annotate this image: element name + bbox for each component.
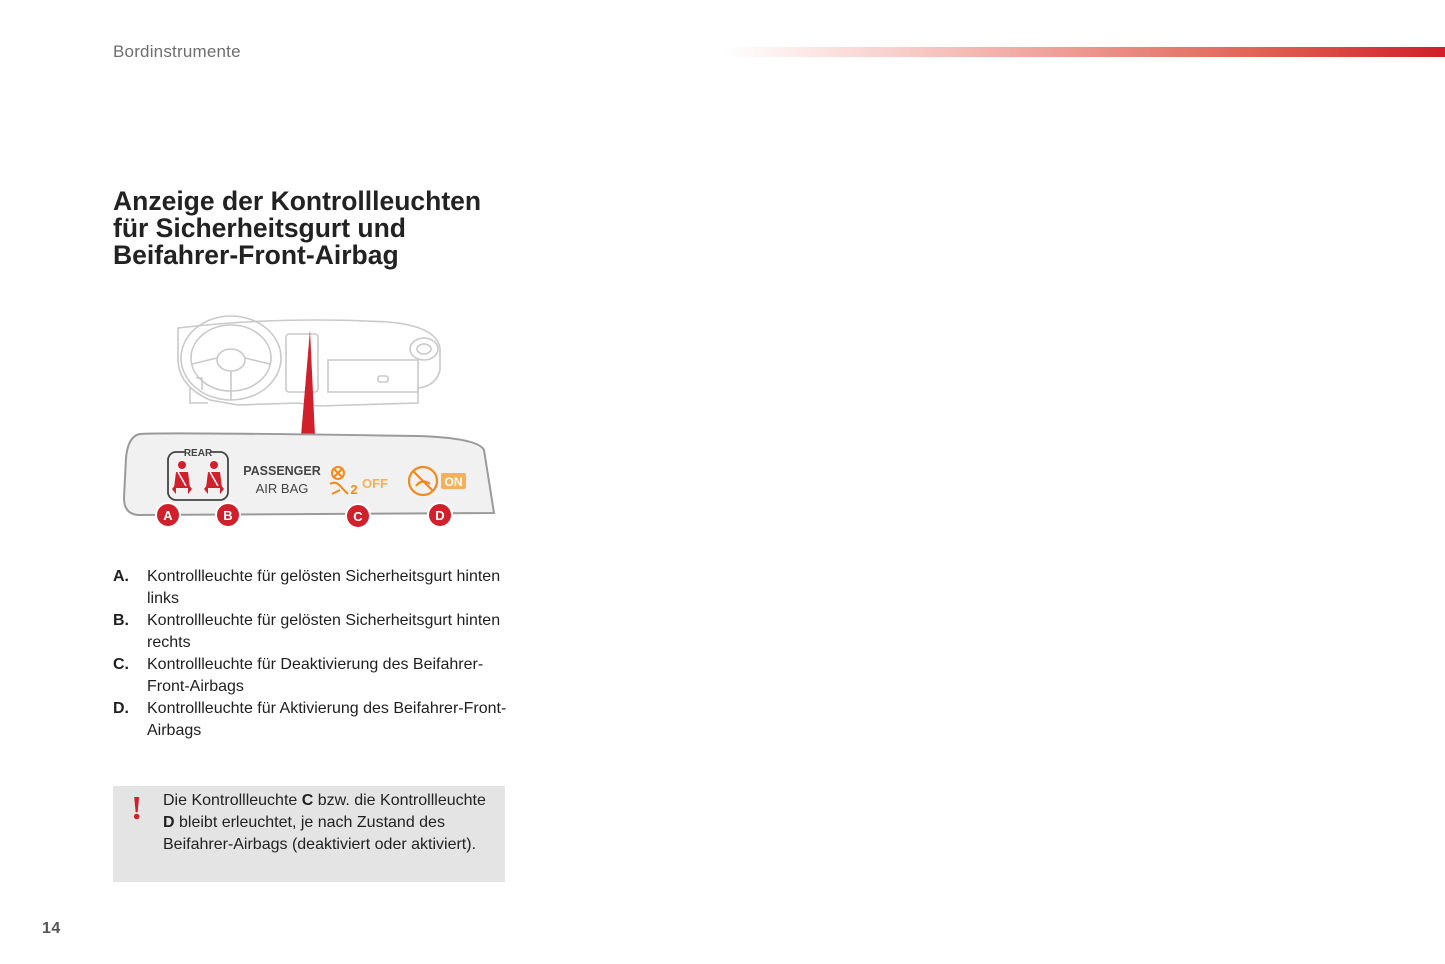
warning-note-text <box>163 790 493 856</box>
airbag-label: AIR BAG <box>255 481 309 496</box>
warning-icon: ! <box>131 790 143 827</box>
rear-label: REAR <box>183 448 213 459</box>
legend-item <box>113 654 513 698</box>
legend-text: Kontrollleuchte für gelösten Sicherheitsgurt hinten links <box>147 568 501 607</box>
passenger-label: PASSENGER <box>243 464 321 478</box>
note-bold-c: C <box>301 792 314 809</box>
note-text-part: bleibt erleuchtet, je nach Zustand des Beifahrer-Airbags (deaktiviert oder aktiviert). <box>163 814 477 853</box>
marker-b <box>216 503 240 527</box>
legend-list <box>113 566 513 742</box>
marker-label: D <box>435 508 445 523</box>
page-title <box>113 188 533 269</box>
legend-text: Kontrollleuchte für gelösten Sicherheitsgurt hinten rechts <box>147 612 501 651</box>
on-label: ON <box>444 475 463 489</box>
marker-a <box>156 503 180 527</box>
note-text-part: bzw. die Kontrollleuchte <box>313 792 486 809</box>
marker-d <box>428 503 452 527</box>
warning-note <box>113 786 505 882</box>
legend-letter: B. <box>113 612 129 629</box>
marker-label: B <box>223 508 233 523</box>
header-accent-bar <box>725 47 1445 57</box>
legend-text: Kontrollleuchte für Deaktivierung des Beifahrer-Front-Airbags <box>147 656 484 695</box>
off-label: OFF <box>362 476 388 491</box>
dashboard-illustration <box>118 308 502 538</box>
note-text-part: Die Kontrollleuchte <box>163 792 302 809</box>
off-digit: 2 <box>350 482 358 497</box>
legend-text: Kontrollleuchte für Aktivierung des Beifahrer-Front-Airbags <box>147 700 507 739</box>
legend-item <box>113 566 513 610</box>
note-bold-d: D <box>163 814 175 831</box>
legend-item <box>113 698 513 742</box>
legend-item <box>113 610 513 654</box>
legend-letter: C. <box>113 656 129 673</box>
marker-label: A <box>163 508 173 523</box>
page-number: 14 <box>42 920 61 937</box>
title-line: Anzeige der Kontrollleuchten <box>113 186 482 216</box>
header-section-label: Bordinstrumente <box>113 42 241 61</box>
marker-label: C <box>353 509 363 524</box>
marker-c <box>346 504 370 528</box>
legend-letter: D. <box>113 700 129 717</box>
legend-letter: A. <box>113 568 129 585</box>
title-line: für Sicherheitsgurt und <box>113 213 406 243</box>
pointer-wedge <box>301 330 315 436</box>
title-line: Beifahrer-Front-Airbag <box>113 240 399 270</box>
